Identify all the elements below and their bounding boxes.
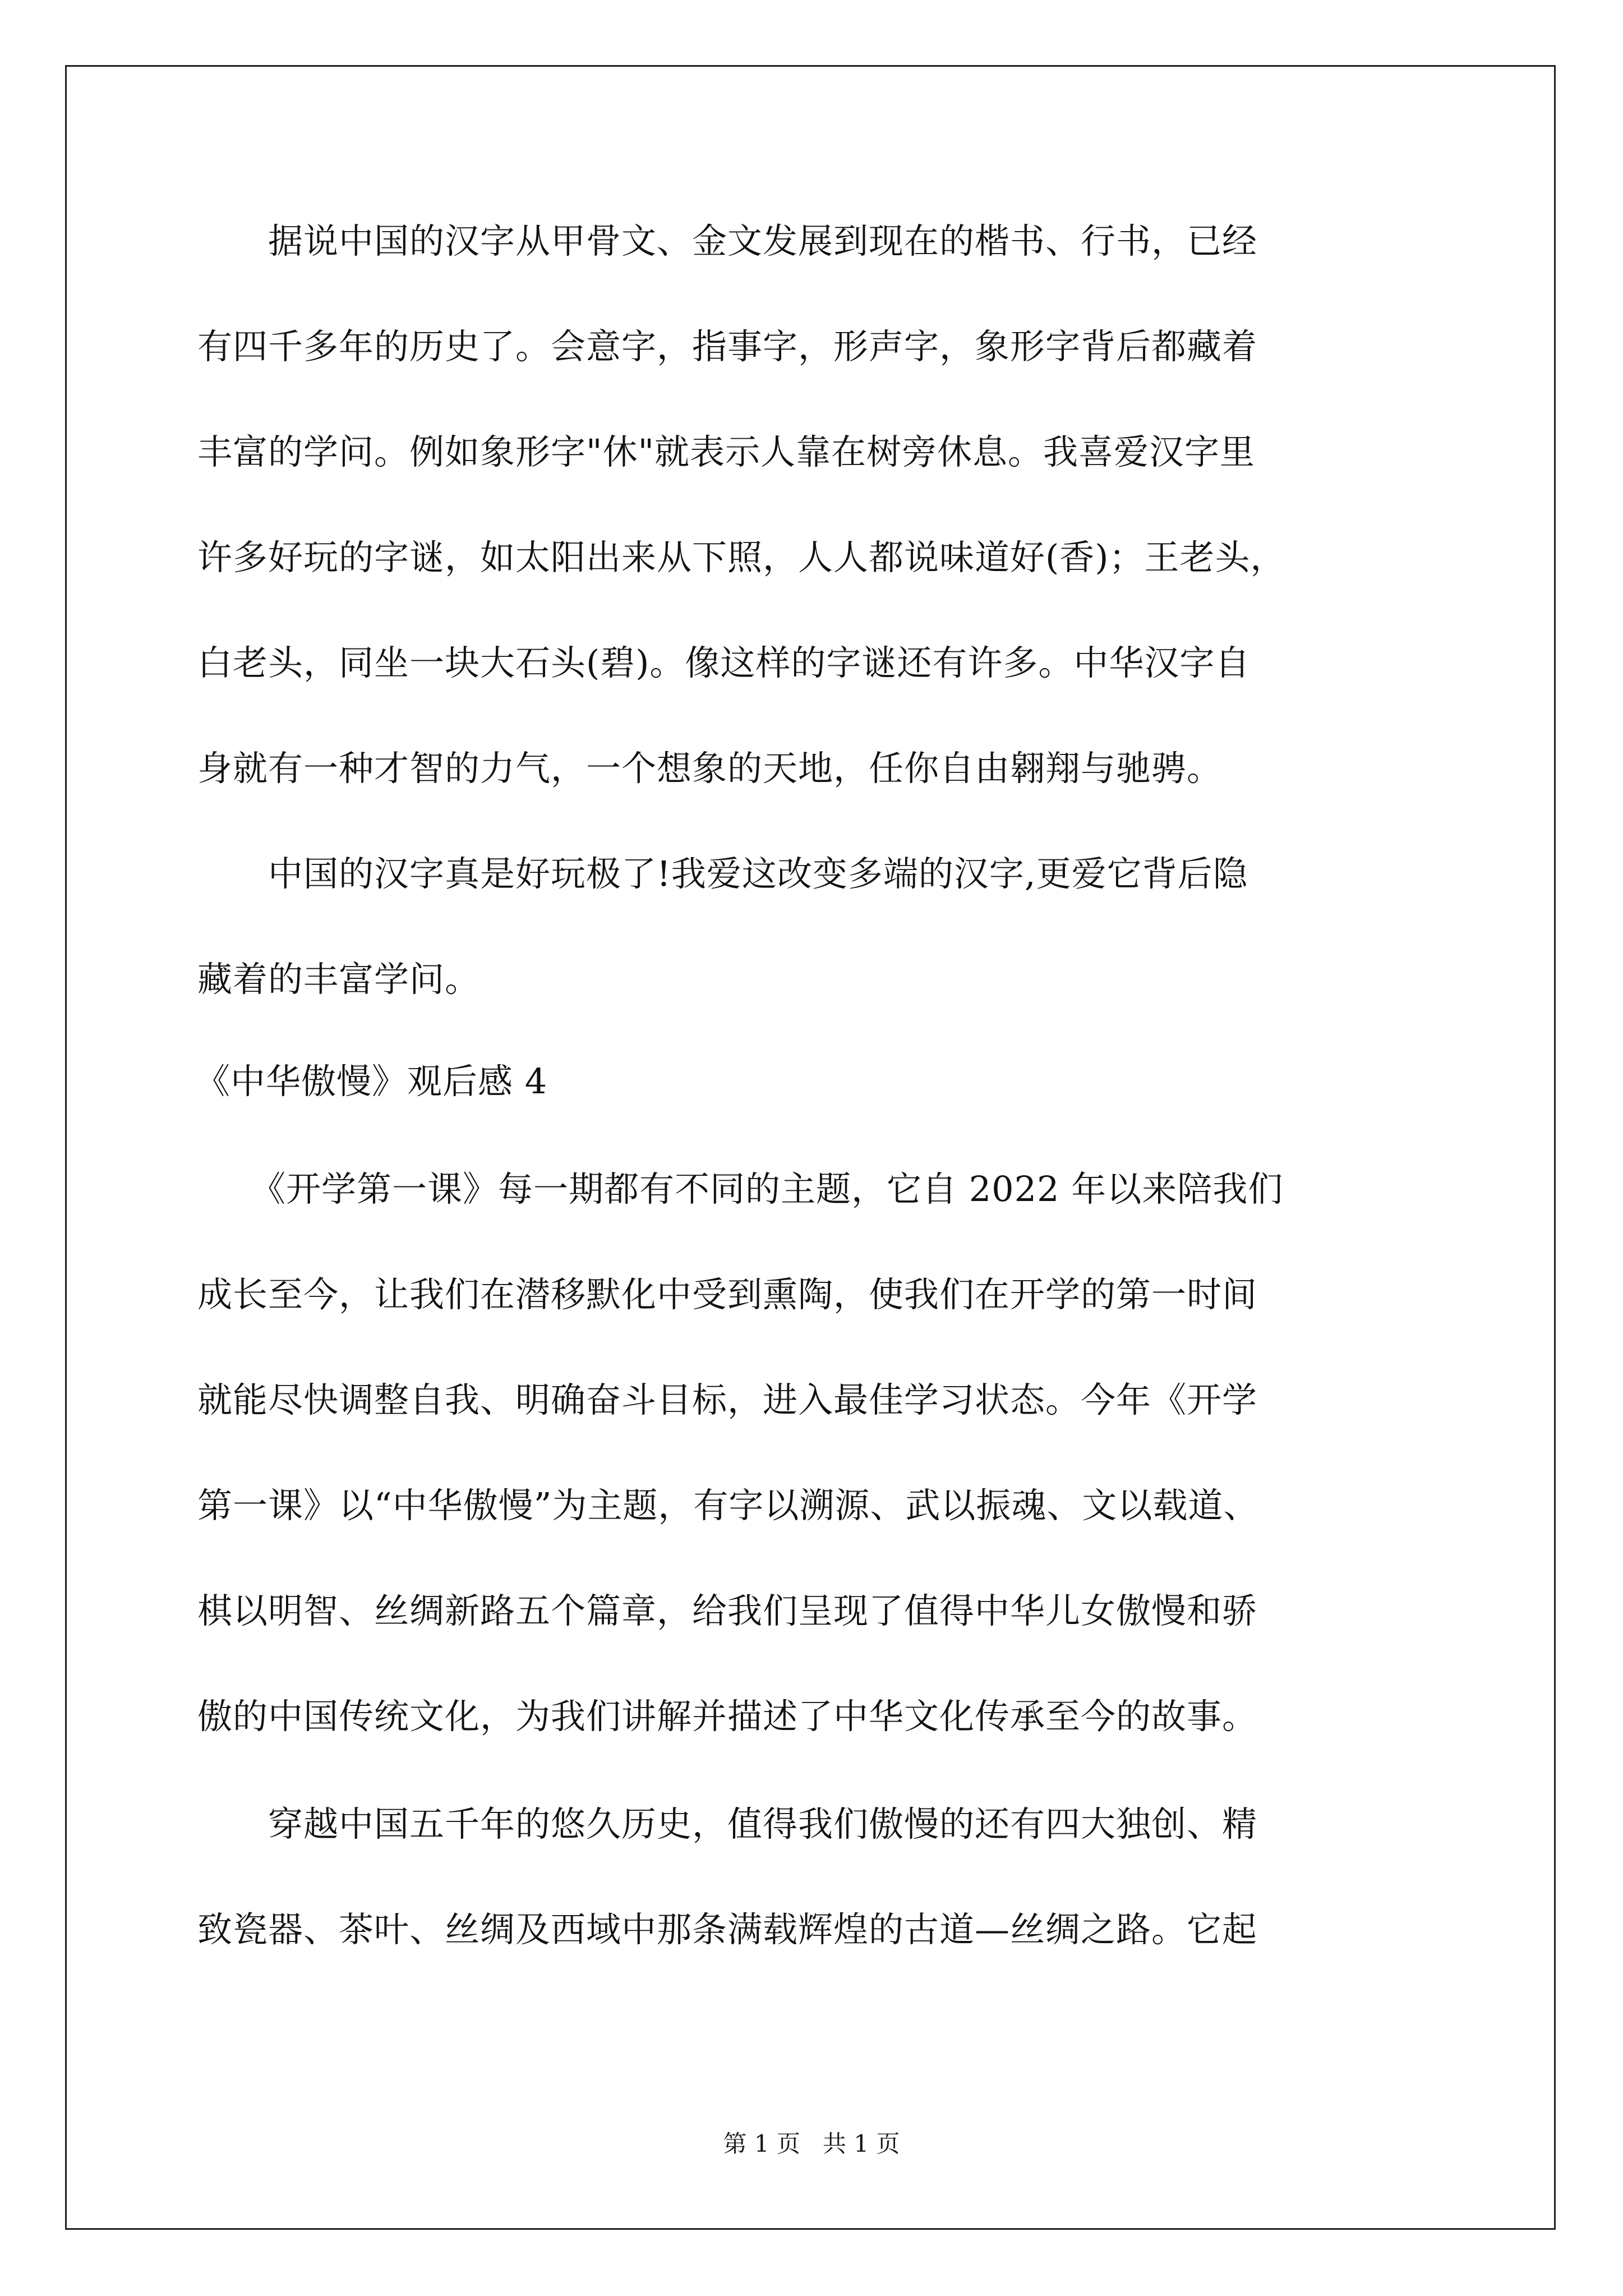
paragraph-line: 就能尽快调整自我、明确奋斗目标，进入最佳学习状态。今年《开学 — [197, 1379, 1258, 1420]
paragraph-line: 白老头，同坐一块大石头(碧)。像这样的字谜还有许多。中华汉字自 — [197, 642, 1251, 683]
paragraph-line: 第一课》以“中华傲慢”为主题，有字以溯源、武以振魂、文以载道、 — [197, 1485, 1259, 1526]
paragraph-line: 据说中国的汉字从甲骨文、金文发展到现在的楷书、行书，已经 — [197, 220, 1258, 261]
paragraph-line: 傲的中国传统文化，为我们讲解并描述了中华文化传承至今的故事。 — [197, 1696, 1258, 1737]
paragraph-line: 中国的汉字真是好玩极了!我爱这改变多端的汉字,更爱它背后隐 — [197, 853, 1248, 894]
paragraph-line: 《开学第一课》每一期都有不同的主题，它自 2022 年以来陪我们 — [197, 1168, 1284, 1209]
page-footer: 第 1 页 共 1 页 — [723, 2130, 900, 2157]
paragraph-line: 身就有一种才智的力气，一个想象的天地，任你自由翱翔与驰骋。 — [197, 748, 1223, 789]
paragraph-line: 许多好玩的字谜，如太阳出来从下照，人人都说味道好(香)；王老头， — [197, 537, 1286, 578]
section-heading: 《中华傲慢》观后感 4 — [195, 1061, 548, 1102]
page-frame — [65, 65, 1556, 2230]
paragraph-line: 棋以明智、丝绸新路五个篇章，给我们呈现了值得中华儿女傲慢和骄 — [197, 1590, 1258, 1631]
paragraph-line: 穿越中国五千年的悠久历史，值得我们傲慢的还有四大独创、精 — [197, 1803, 1258, 1844]
paragraph-line: 藏着的丰富学问。 — [197, 959, 481, 1000]
paragraph-line: 致瓷器、茶叶、丝绸及西域中那条满载辉煌的古道—丝绸之路。它起 — [197, 1909, 1258, 1950]
paragraph-line: 丰富的学问。例如象形字"休"就表示人靠在树旁休息。我喜爱汉字里 — [197, 431, 1256, 472]
paragraph-line: 成长至今，让我们在潜移默化中受到熏陶，使我们在开学的第一时间 — [197, 1274, 1258, 1315]
paragraph-line: 有四千多年的历史了。会意字，指事字，形声字，象形字背后都藏着 — [197, 326, 1258, 367]
